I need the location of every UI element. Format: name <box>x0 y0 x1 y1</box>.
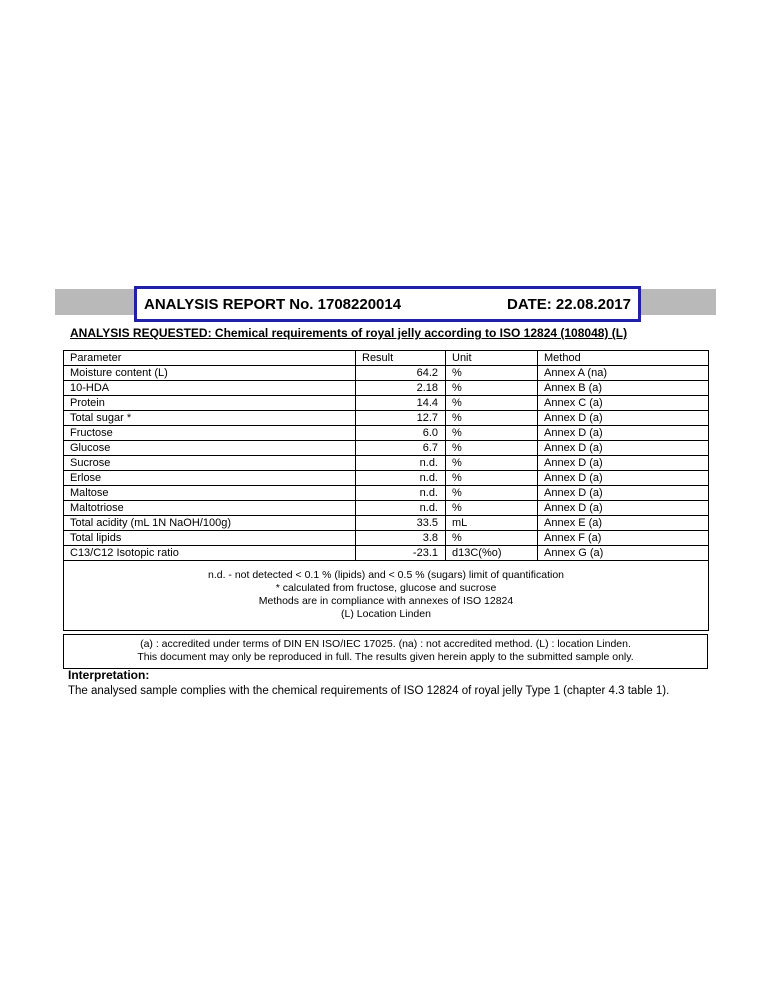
cell-unit: % <box>446 441 538 456</box>
table-row <box>64 471 709 486</box>
table-row <box>64 441 709 456</box>
cell-method: Annex E (a) <box>538 516 709 531</box>
cell-result: n.d. <box>356 501 446 516</box>
column-header-unit: Unit <box>446 351 538 366</box>
cell-result: 6.0 <box>356 426 446 441</box>
cell-result: 12.7 <box>356 411 446 426</box>
cell-method: Annex D (a) <box>538 486 709 501</box>
cell-result: 2.18 <box>356 381 446 396</box>
cell-result: n.d. <box>356 471 446 486</box>
cell-method: Annex C (a) <box>538 396 709 411</box>
cell-parameter: Maltotriose <box>64 501 356 516</box>
table-row <box>64 366 709 381</box>
report-date: DATE: 22.08.2017 <box>507 295 631 313</box>
cell-parameter: Fructose <box>64 426 356 441</box>
cell-parameter: Erlose <box>64 471 356 486</box>
cell-unit: mL <box>446 516 538 531</box>
interpretation-heading: Interpretation: <box>68 668 150 682</box>
cell-unit: % <box>446 486 538 501</box>
cell-parameter: Glucose <box>64 441 356 456</box>
header-band <box>55 286 716 322</box>
cell-method: Annex A (na) <box>538 366 709 381</box>
table-row <box>64 486 709 501</box>
cell-unit: % <box>446 426 538 441</box>
cell-parameter: Maltose <box>64 486 356 501</box>
report-title: ANALYSIS REPORT No. 1708220014 <box>144 295 402 313</box>
cell-unit: % <box>446 411 538 426</box>
cell-result: 33.5 <box>356 516 446 531</box>
cell-method: Annex B (a) <box>538 381 709 396</box>
table-row <box>64 531 709 546</box>
report-title-box <box>134 286 641 322</box>
accreditation-line: (a) : accredited under terms of DIN EN ISO/IEC 17025. (na) : not accredited method. (L) : location Linden. <box>140 638 631 650</box>
table-notes <box>64 561 709 631</box>
cell-unit: % <box>446 381 538 396</box>
table-row <box>64 546 709 561</box>
cell-result: n.d. <box>356 486 446 501</box>
column-header-parameter: Parameter <box>64 351 356 366</box>
cell-parameter: C13/C12 Isotopic ratio <box>64 546 356 561</box>
cell-method: Annex D (a) <box>538 471 709 486</box>
cell-result: 14.4 <box>356 396 446 411</box>
column-header-result: Result <box>356 351 446 366</box>
table-notes-row <box>64 561 709 631</box>
cell-method: Annex F (a) <box>538 531 709 546</box>
note-line-calculated: * calculated from fructose, glucose and sucrose <box>275 582 497 594</box>
cell-result: 3.8 <box>356 531 446 546</box>
cell-unit: % <box>446 471 538 486</box>
cell-parameter: Moisture content (L) <box>64 366 356 381</box>
cell-method: Annex G (a) <box>538 546 709 561</box>
table-row <box>64 381 709 396</box>
cell-method: Annex D (a) <box>538 411 709 426</box>
table-header-row <box>64 351 709 366</box>
analysis-requested-line: ANALYSIS REQUESTED: Chemical requirements of royal jelly according to ISO 12824 (108048) (L) <box>70 326 628 340</box>
cell-unit: % <box>446 501 538 516</box>
cell-unit: d13C(%o) <box>446 546 538 561</box>
cell-result: n.d. <box>356 456 446 471</box>
table-row <box>64 411 709 426</box>
note-line-methods: Methods are in compliance with annexes of ISO 12824 <box>258 595 514 607</box>
results-table <box>63 350 709 631</box>
cell-parameter: Total acidity (mL 1N NaOH/100g) <box>64 516 356 531</box>
note-line-nd: n.d. - not detected < 0.1 % (lipids) and < 0.5 % (sugars) limit of quantification <box>207 569 565 581</box>
cell-parameter: 10-HDA <box>64 381 356 396</box>
cell-unit: % <box>446 531 538 546</box>
table-row <box>64 516 709 531</box>
cell-method: Annex D (a) <box>538 426 709 441</box>
reproduction-line: This document may only be reproduced in full. The results given herein apply to the submitted sample only. <box>137 651 634 663</box>
cell-result: -23.1 <box>356 546 446 561</box>
table-row <box>64 396 709 411</box>
cell-parameter: Total lipids <box>64 531 356 546</box>
cell-method: Annex D (a) <box>538 501 709 516</box>
cell-unit: % <box>446 396 538 411</box>
accreditation-box <box>63 634 708 669</box>
table-row <box>64 501 709 516</box>
interpretation-section <box>68 668 718 698</box>
cell-unit: % <box>446 456 538 471</box>
cell-parameter: Protein <box>64 396 356 411</box>
cell-parameter: Total sugar * <box>64 411 356 426</box>
table-row <box>64 456 709 471</box>
note-line-location: (L) Location Linden <box>341 608 431 620</box>
cell-result: 64.2 <box>356 366 446 381</box>
column-header-method: Method <box>538 351 709 366</box>
cell-parameter: Sucrose <box>64 456 356 471</box>
cell-result: 6.7 <box>356 441 446 456</box>
table-row <box>64 426 709 441</box>
cell-method: Annex D (a) <box>538 441 709 456</box>
cell-method: Annex D (a) <box>538 456 709 471</box>
interpretation-body: The analysed sample complies with the chemical requirements of ISO 12824 of royal jelly Type 1 (chapter 4.3 table 1). <box>68 685 670 697</box>
cell-unit: % <box>446 366 538 381</box>
report-content <box>55 286 716 697</box>
